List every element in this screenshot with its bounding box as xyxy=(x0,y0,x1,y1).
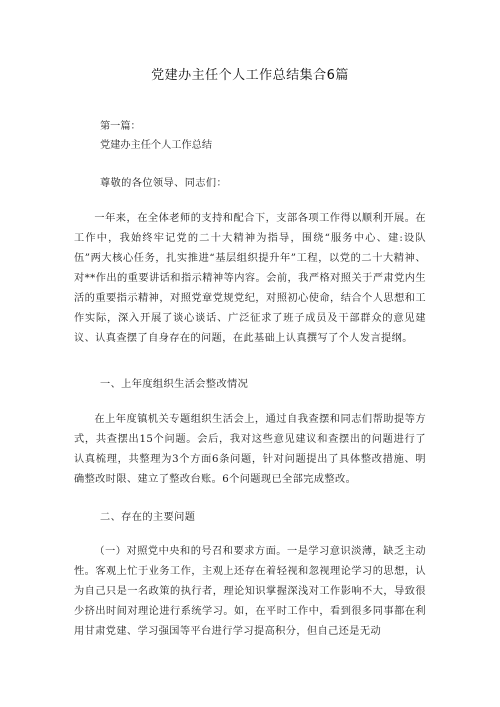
section-label: 第一篇： xyxy=(100,121,141,132)
body-paragraph: （一）对照党中央和的号召和要求方面。一是学习意识淡薄，缺乏主动性。客观上忙于业务工作，主观上还存在着轻视和忽视理论学习的思想，认为自己只是一名政策的执行者，理论知识掌握深浅对工作影响不大，导致很少挤出时间对理论进行系统学习。如，在平时工作中，看到很多同事都在利用甘肃党建、学习强国等平台进行学习提高积分，但自己还是无动 xyxy=(74,546,426,637)
section-title: 党建办主任个人工作总结 xyxy=(100,140,213,151)
salutation: 尊敬的各位领导、同志们： xyxy=(100,178,228,189)
body-paragraph: 一年来，在全体老师的支持和配合下，支部各项工作得以顺利开展。在工作中，我始终牢记党的二十大精神为指导，围绕“服务中心、建:设队伍”两大核心任务，扎实推进“基层组织提升年”工程，以党的二十大精神、对**作出的重要讲话和指示精神等内容。会前，我严格对照关于严肃党内生活的重要指示精神，对照党章党规党纪，对照初心使命，结合个人思想和工作实际，深入开展了谈心谈话、广泛征求了班子成员及干部群众的意见建议、认真查摆了自身存在的问题，在此基础上认真撰写了个人发言提纲。 xyxy=(74,213,426,344)
section-heading: 二、存在的主要问题 xyxy=(100,512,196,523)
body-paragraph: 在上年度镇机关专题组织生活会上，通过自我查摆和同志们帮助提等方式，共查摆出15个问题。会后，我对这些意见建议和查摆出的问题进行了认真梳理，共整理为3个方面6条问题，针对问题提出了具体整改措施、明确整改时限、建立了整改台账。6个问题现已全部完成整改。 xyxy=(74,414,426,485)
section-heading: 一、上年度组织生活会整改情况 xyxy=(100,379,249,390)
document-title: 党建办主任个人工作总结集合6篇 xyxy=(151,68,349,83)
